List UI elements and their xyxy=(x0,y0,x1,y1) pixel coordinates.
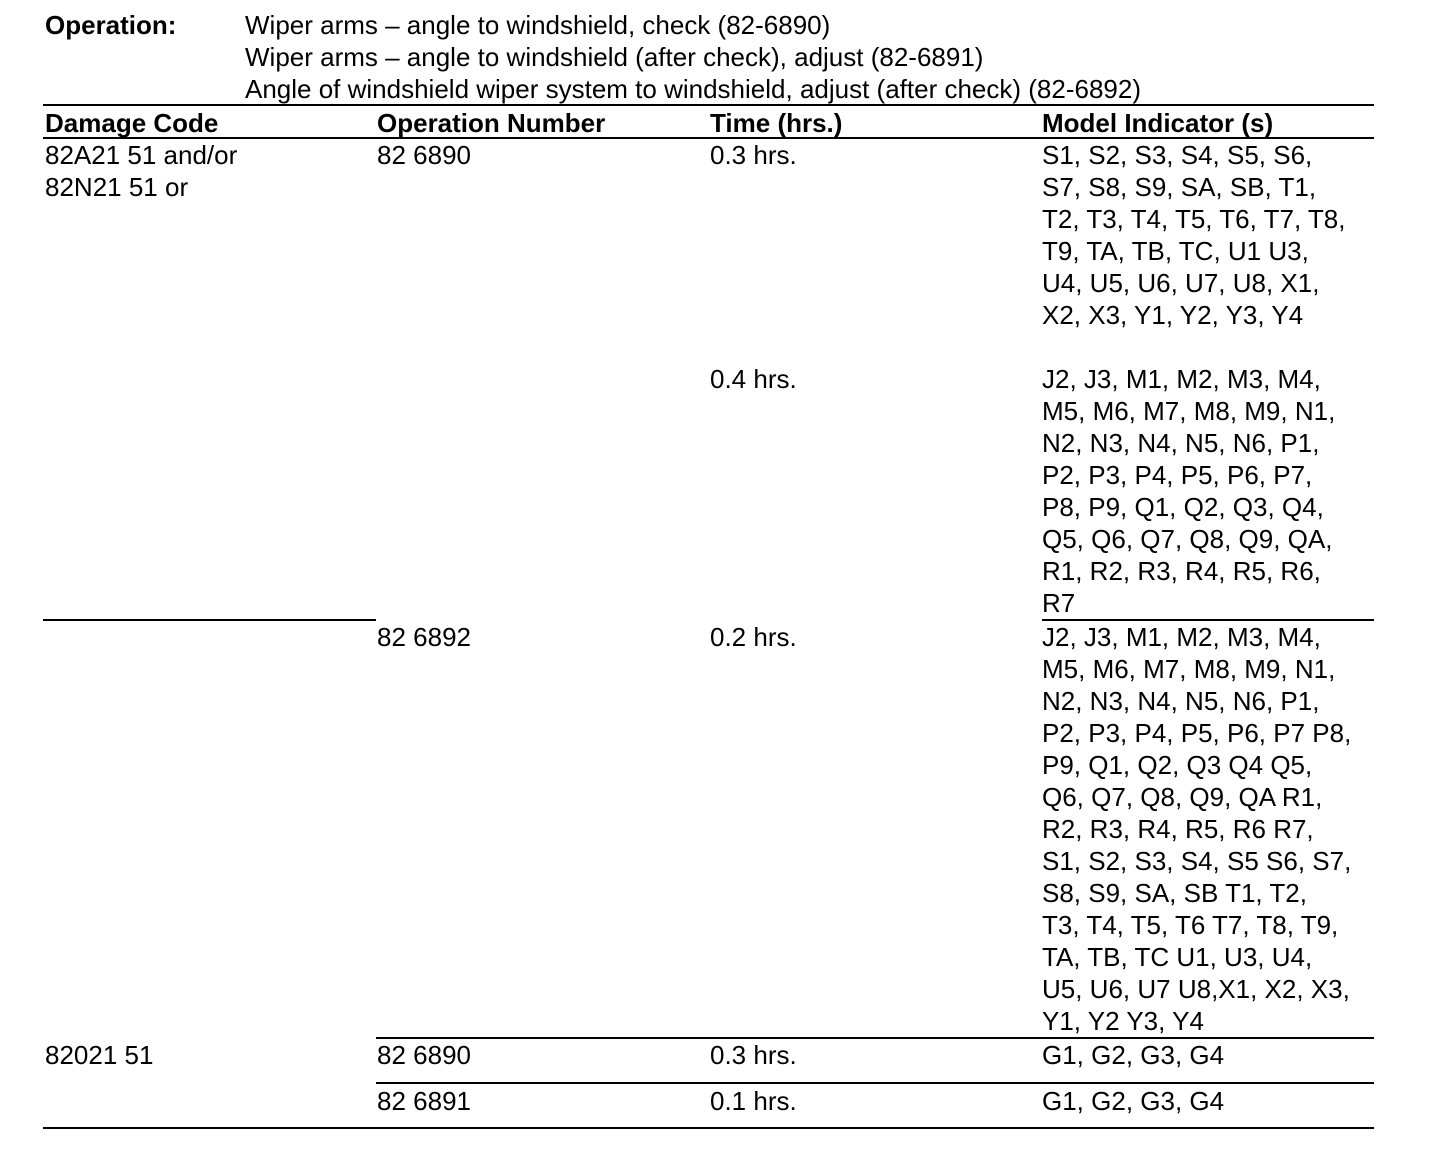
model-indicator-cell xyxy=(1042,363,1335,619)
damage-code-cell: 82021 51 xyxy=(45,1040,154,1070)
time-cell: 0.1 hrs. xyxy=(710,1086,797,1116)
model-line: TA, TB, TC U1, U3, U4, xyxy=(1042,942,1313,972)
model-line: Y1, Y2 Y3, Y4 xyxy=(1042,1006,1204,1036)
model-line: R1, R2, R3, R4, R5, R6, xyxy=(1042,556,1321,586)
damage-code-cell xyxy=(45,139,237,203)
operation-description xyxy=(245,9,1141,105)
table-bottom-rule xyxy=(43,1127,1374,1129)
model-line: M5, M6, M7, M8, M9, N1, xyxy=(1042,654,1336,684)
model-line: X2, X3, Y1, Y2, Y3, Y4 xyxy=(1042,300,1304,330)
model-line: J2, J3, M1, M2, M3, M4, xyxy=(1042,364,1321,394)
model-line: Q6, Q7, Q8, Q9, QA R1, xyxy=(1042,782,1323,812)
header-damage-code: Damage Code xyxy=(45,108,219,138)
operation-line: Angle of windshield wiper system to windshield, adjust (after check) (82-6892) xyxy=(245,74,1141,104)
header-model-indicator: Model Indicator (s) xyxy=(1042,108,1274,138)
header-operation-number: Operation Number xyxy=(377,108,606,138)
model-line: N2, N3, N4, N5, N6, P1, xyxy=(1042,686,1320,716)
time-cell: 0.3 hrs. xyxy=(710,140,797,170)
model-indicator-cell xyxy=(1042,621,1351,1037)
model-line: T3, T4, T5, T6 T7, T8, T9, xyxy=(1042,910,1339,940)
model-indicator-cell: G1, G2, G3, G4 xyxy=(1042,1086,1225,1116)
model-line: J2, J3, M1, M2, M3, M4, xyxy=(1042,622,1321,652)
model-line: P8, P9, Q1, Q2, Q3, Q4, xyxy=(1042,492,1324,522)
operation-number-cell: 82 6891 xyxy=(377,1086,471,1116)
model-line: S7, S8, S9, SA, SB, T1, xyxy=(1042,172,1317,202)
model-line: U4, U5, U6, U7, U8, X1, xyxy=(1042,268,1320,298)
model-indicator-cell: G1, G2, G3, G4 xyxy=(1042,1040,1225,1070)
model-indicator-cell xyxy=(1042,139,1345,331)
damage-code-line: 82N21 51 or xyxy=(45,172,189,202)
time-cell: 0.4 hrs. xyxy=(710,364,797,394)
model-line: N2, N3, N4, N5, N6, P1, xyxy=(1042,428,1320,458)
model-line: S1, S2, S3, S4, S5, S6, xyxy=(1042,140,1313,170)
model-line: T2, T3, T4, T5, T6, T7, T8, xyxy=(1042,204,1346,234)
operation-number-cell: 82 6890 xyxy=(377,1040,471,1070)
model-line: P9, Q1, Q2, Q3 Q4 Q5, xyxy=(1042,750,1313,780)
model-line: S8, S9, SA, SB T1, T2, xyxy=(1042,878,1307,908)
header-time: Time (hrs.) xyxy=(710,108,843,138)
damage-code-line: 82A21 51 and/or xyxy=(45,140,238,170)
model-line: M5, M6, M7, M8, M9, N1, xyxy=(1042,396,1336,426)
operation-number-cell: 82 6892 xyxy=(377,622,471,652)
operation-line: Wiper arms – angle to windshield, check (82-6890) xyxy=(245,10,831,40)
row-divider xyxy=(376,1037,1374,1039)
model-line: R2, R3, R4, R5, R6 R7, xyxy=(1042,814,1314,844)
model-line: U5, U6, U7 U8,X1, X2, X3, xyxy=(1042,974,1350,1004)
model-line: T9, TA, TB, TC, U1 U3, xyxy=(1042,236,1309,266)
time-cell: 0.3 hrs. xyxy=(710,1040,797,1070)
time-cell: 0.2 hrs. xyxy=(710,622,797,652)
operation-line: Wiper arms – angle to windshield (after check), adjust (82-6891) xyxy=(245,42,984,72)
model-line: S1, S2, S3, S4, S5 S6, S7, xyxy=(1042,846,1352,876)
model-line: P2, P3, P4, P5, P6, P7 P8, xyxy=(1042,718,1352,748)
model-line: Q5, Q6, Q7, Q8, Q9, QA, xyxy=(1042,524,1333,554)
row-divider xyxy=(43,619,376,621)
row-divider xyxy=(376,1082,1374,1084)
model-line: P2, P3, P4, P5, P6, P7, xyxy=(1042,460,1313,490)
table-top-rule xyxy=(43,104,1374,106)
operation-number-cell: 82 6890 xyxy=(377,140,471,170)
operation-label: Operation: xyxy=(45,10,177,40)
model-line: R7 xyxy=(1042,588,1076,618)
